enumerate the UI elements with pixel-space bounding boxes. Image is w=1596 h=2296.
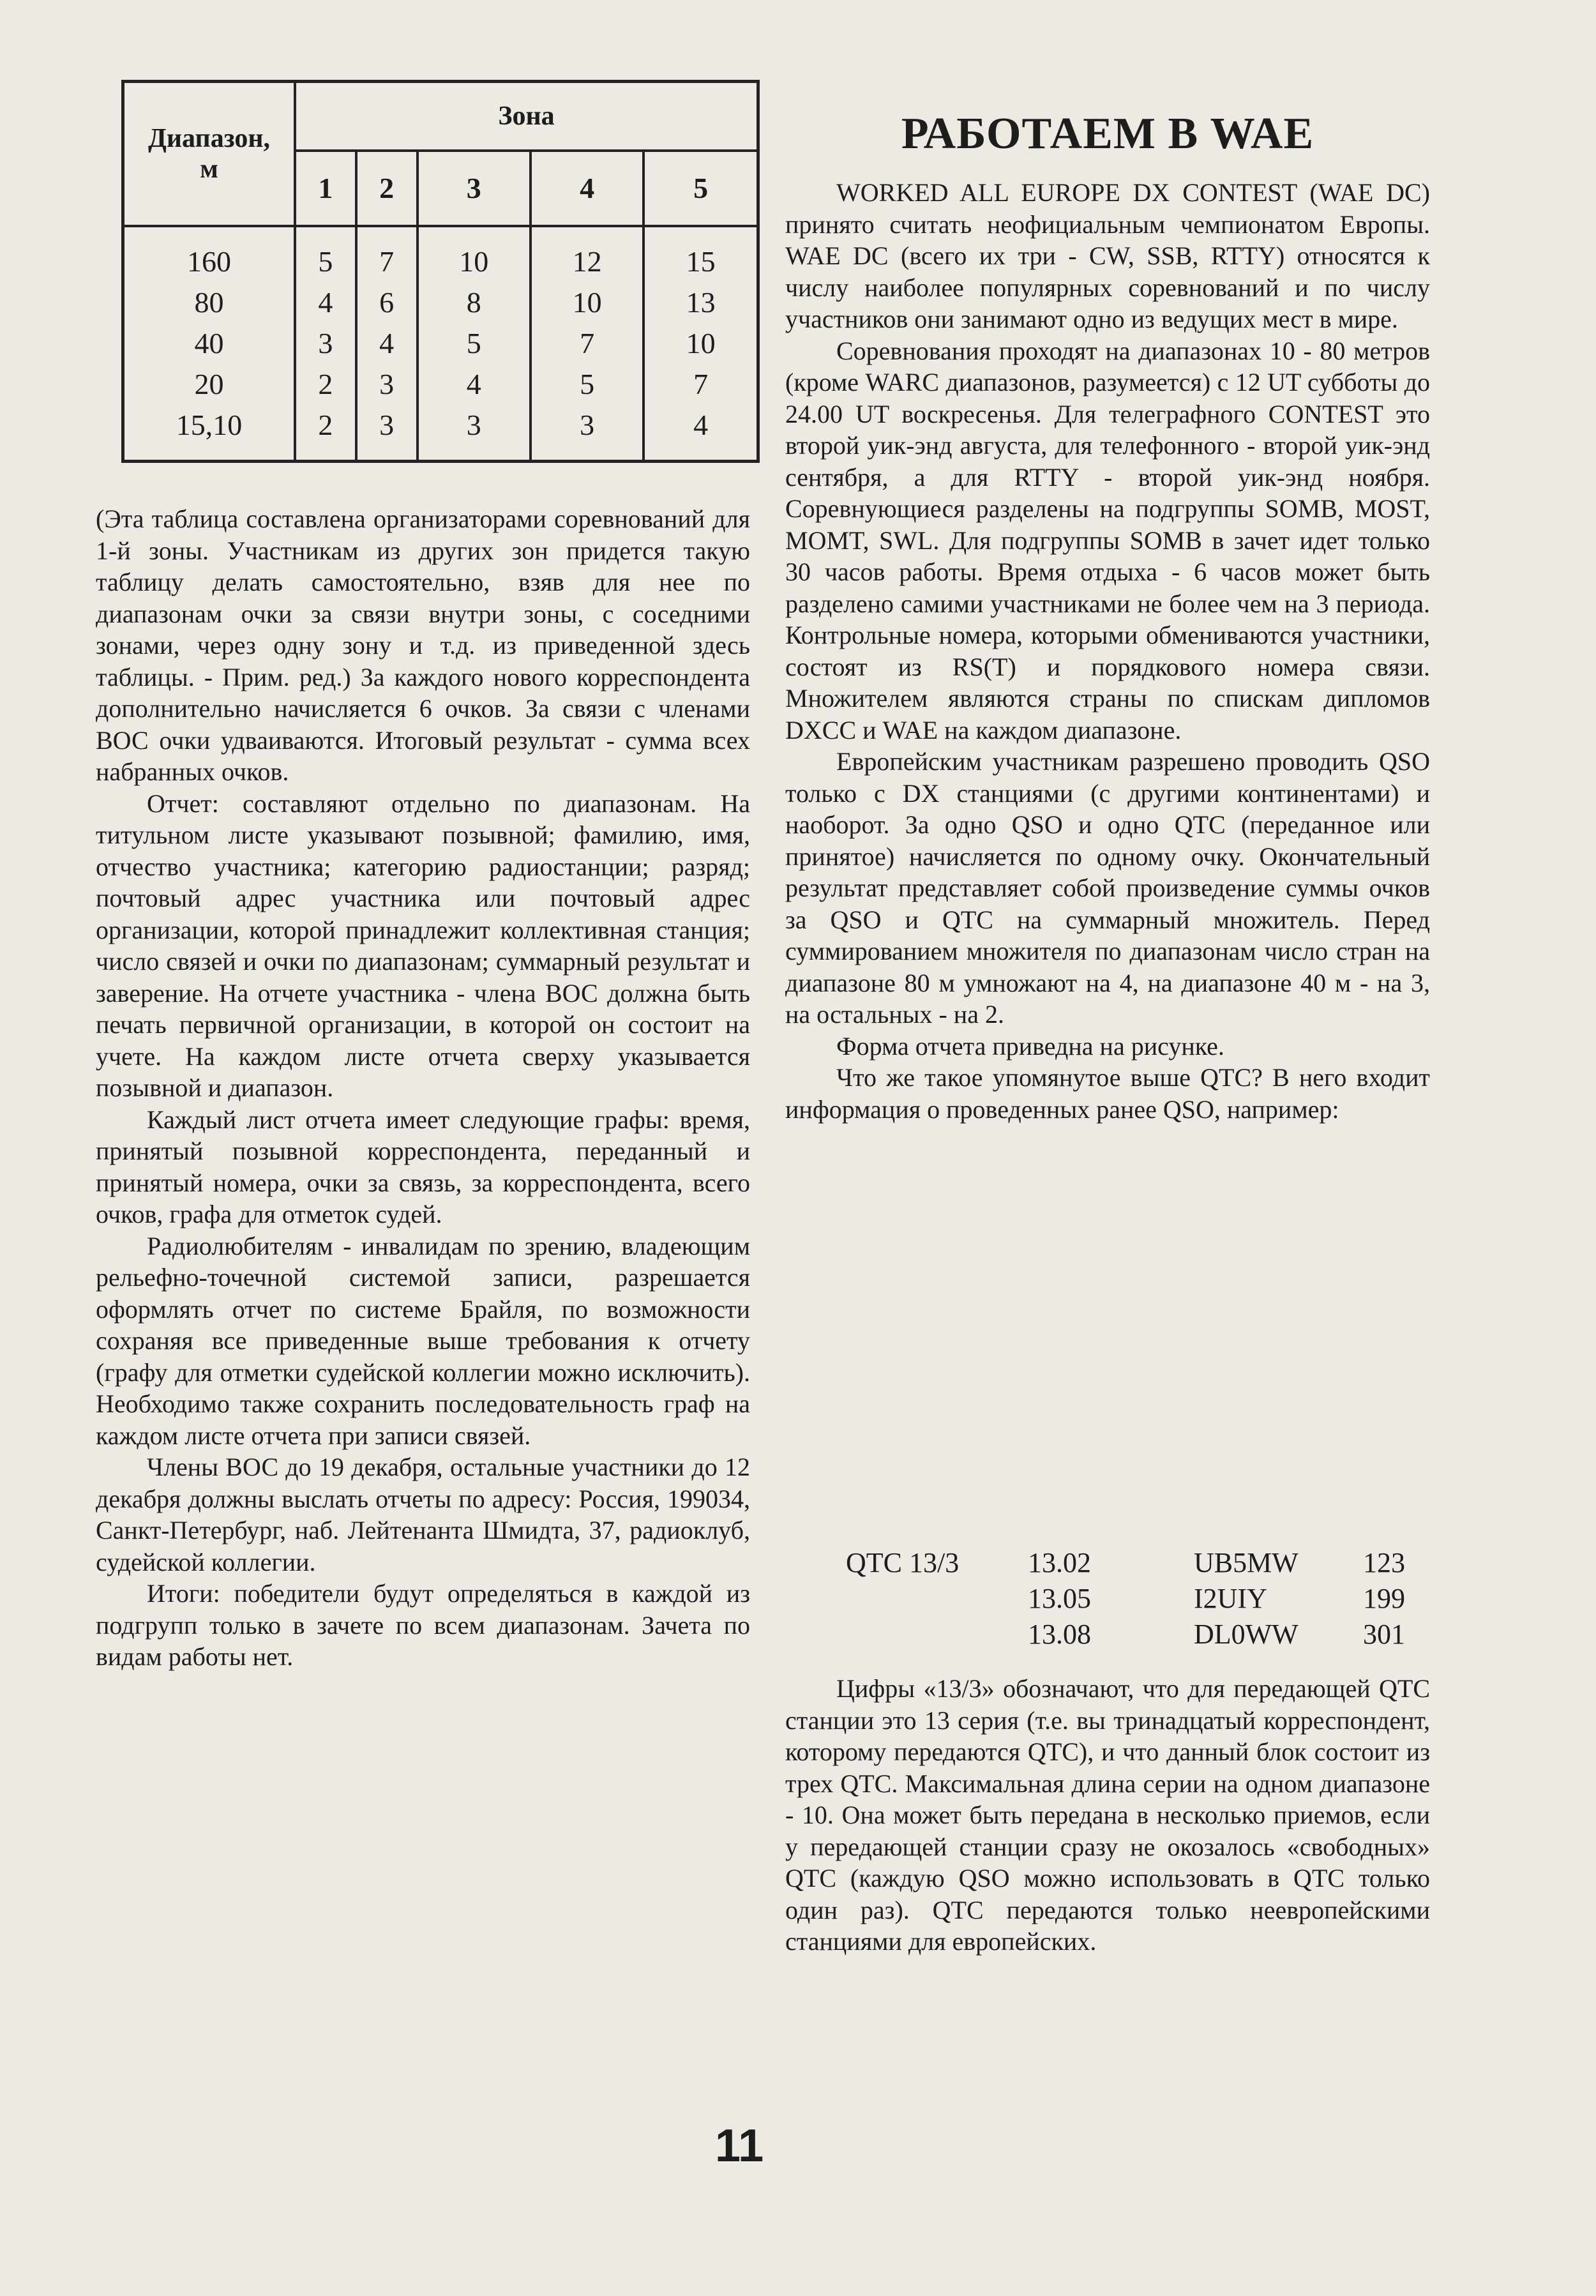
zone-number: 4 (531, 151, 644, 226)
qtc-num: 301 (1363, 1619, 1405, 1650)
points-cell: 3 (379, 367, 395, 400)
qtc-num: 123 (1363, 1547, 1405, 1578)
qtc-time: 13.05 (1028, 1583, 1091, 1614)
zone-header: Зона (295, 82, 758, 151)
zone-number: 2 (356, 151, 418, 226)
zone-5-column (644, 226, 758, 462)
right-column (785, 177, 1430, 1125)
qtc-label: QTC 13/3 (846, 1547, 960, 1578)
paragraph: Европейским участникам разрешено проводить QSO только с DX станциями (с другими континентами) и наоборот. За одно QSO и одно QTC (переданное или принятое) начисляется по одному очку. Окончательный результат представляет собой произведение суммы очков за QSO и QTC на суммарный множитель. Перед суммированием множителя по диапазонам число стран на диапазоне 80 м умножают на 4, на диапазоне 40 м - на 3, на остальных - на 2. (785, 747, 1430, 1029)
paragraph: (Эта таблица составлена организаторами соревнований для 1-й зоны. Участникам из других зон придется такую таблицу делать самостоятельно, взяв для нее по диапазонам очки за связи внутри зоны, с соседними зонами, через одну зону и т.д. из приведенной здесь таблицы. - Прим. ред.) За каждого нового корреспондента дополнительно начисляется 6 очков. За связи с членами ВОС очки удваиваются. Итоговый результат - сумма всех набранных очков. (96, 504, 750, 786)
qtc-num: 199 (1363, 1583, 1405, 1614)
qtc-call: UB5MW (1194, 1547, 1299, 1578)
qtc-time: 13.08 (1028, 1619, 1091, 1650)
points-cell: 4 (466, 367, 481, 400)
zone-points-table (121, 80, 760, 463)
band-value: 80 (194, 285, 224, 319)
points-cell: 10 (572, 285, 602, 319)
points-cell: 8 (466, 285, 481, 319)
band-value: 40 (194, 326, 224, 359)
points-cell: 2 (318, 408, 333, 441)
band-column (123, 226, 296, 462)
qtc-call: I2UIY (1194, 1583, 1267, 1614)
paragraph: Что же такое упомянутое выше QTC? В него входит информация о проведенных ранее QSO, например: (785, 1063, 1430, 1124)
right-column-continued (785, 1673, 1430, 1958)
paragraph: Итоги: победители будут определяться в каждой из подгрупп только в зачете по всем диапазонам. Зачета по видам работы нет. (96, 1579, 750, 1671)
points-cell: 6 (379, 285, 395, 319)
points-cell: 7 (379, 245, 395, 278)
points-cell: 3 (466, 408, 481, 441)
paragraph: Каждый лист отчета имеет следующие графы: время, принятый позывной корреспондента, переданный и принятый номера, очки за связь, за корреспондента, всего очков, графа для отметок судей. (96, 1105, 750, 1228)
zone-number: 5 (644, 151, 758, 226)
points-cell: 4 (693, 408, 709, 441)
qtc-call: DL0WW (1194, 1619, 1299, 1650)
points-cell: 5 (466, 326, 481, 359)
zone-3-column (418, 226, 531, 462)
points-cell: 15 (686, 245, 716, 278)
paragraph: Цифры «13/3» обозначают, что для передающей QTC станции это 13 серия (т.е. вы тринадцатый корреспондент, которому передаются QTC), и что данный блок состоит из трех QTC. Максимальная длина серии на одном диапазоне - 10. Она может быть передана в несколько приемов, если у передающей станции сразу не окозалось «свободных» QTC (каждую QSO можно использовать в QTC только один раз). QTC передаются только неевропейскими станциями для европейских. (785, 1674, 1430, 1956)
points-cell: 3 (580, 408, 595, 441)
points-cell: 4 (318, 285, 333, 319)
points-cell: 13 (686, 285, 716, 319)
band-header (123, 82, 296, 226)
page-number: 11 (715, 2120, 764, 2171)
points-cell: 10 (686, 326, 716, 359)
points-cell: 5 (318, 245, 333, 278)
band-value: 20 (194, 367, 224, 400)
paragraph: WORKED ALL EUROPE DX CONTEST (WAE DC) принято считать неофициальным чемпионатом Европы. WAE DC (всего их три - CW, SSB, RTTY) относятся к числу наиболее популярных соревнований и по числу участников они занимают одно из ведущих мест в мире. (785, 178, 1430, 333)
zone-number: 1 (295, 151, 356, 226)
points-cell: 3 (318, 326, 333, 359)
points-cell: 2 (318, 367, 333, 400)
zone-4-column (531, 226, 644, 462)
paragraph: Форма отчета приведна на рисунке. (836, 1031, 1224, 1061)
paragraph: Радиолюбителям - инвалидам по зрению, владеющим рельефно-точечной системой записи, разрешается оформлять отчет по системе Брайля, по возможности сохраняя все приведенные выше требования к отчету (графу для отметки судейской коллегии можно исключить). Необходимо также сохранить последовательность граф на каждом листе отчета при записи связей. (96, 1231, 750, 1450)
paragraph: Отчет: составляют отдельно по диапазонам. На титульном листе указывают позывной; фамилию, имя, отчество участника; категорию радиостанции; разряд; почтовый адрес участника или почтовый адрес организации, которой принадлежит коллективная станция; число связей и очки по диапазонам; суммарный результат и заверение. На отчете участника - члена ВОС должна быть печать первичной организации, в которой он состоит на учете. На каждом листе отчета сверху указывается позывной и диапазон. (96, 789, 750, 1102)
band-value: 160 (187, 245, 231, 278)
zone-number: 3 (418, 151, 531, 226)
points-cell: 7 (580, 326, 595, 359)
points-cell: 10 (459, 245, 489, 278)
points-cell: 3 (379, 408, 395, 441)
zone-2-column (356, 226, 418, 462)
qtc-time: 13.02 (1028, 1547, 1091, 1578)
left-column (96, 503, 750, 1673)
band-header-unit: м (200, 154, 218, 184)
band-value: 15,10 (176, 408, 243, 441)
points-cell: 12 (572, 245, 602, 278)
zone-1-column (295, 226, 356, 462)
article-title: РАБОТАЕМ В WAE (901, 109, 1314, 158)
points-cell: 5 (580, 367, 595, 400)
points-cell: 7 (693, 367, 709, 400)
points-cell: 4 (379, 326, 395, 359)
paragraph: Соревнования проходят на диапазонах 10 - 80 метров (кроме WARC диапазонов, разумеется) с 12 UT субботы до 24.00 UT воскресенья. Для телеграфного CONTEST это второй уик-энд августа, для телефонного - второй уик-энд сентября, а для RTTY - второй уик-энд ноября. Соревнующиеся разделены на подгруппы SOMB, MOST, MOMT, SWL. Для подгруппы SOMB в зачет идет только 30 часов работы. Время отдыха - 6 часов может быть разделено самими участниками не более чем на 3 периода. Контрольные номера, которыми обмениваются участники, состоят из RS(T) и порядкового номера связи. Множителем являются страны по спискам дипломов DXCC и WAE на каждом диапазоне. (785, 336, 1430, 744)
band-header-label: Диапазон, (147, 123, 271, 153)
paragraph: Члены ВОС до 19 декабря, остальные участники до 12 декабря должны выслать отчеты по адресу: Россия, 199034, Санкт-Петербург, наб. Лейтенанта Шмидта, 37, радиоклуб, судейской коллегии. (96, 1453, 750, 1576)
